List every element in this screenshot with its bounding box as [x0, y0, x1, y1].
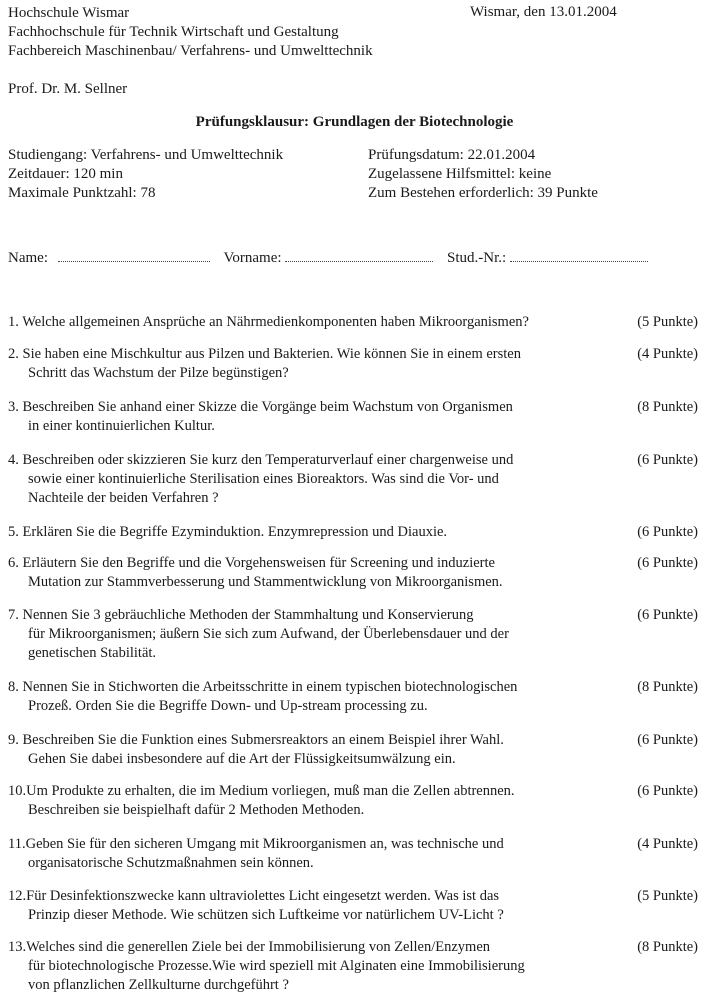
question-points: (5 Punkte) — [637, 888, 698, 904]
question-first-line — [8, 835, 700, 854]
place-date: Wismar, den 13.01.2004 — [470, 4, 617, 20]
question-first-line — [8, 554, 700, 573]
question-first-line — [8, 398, 700, 417]
department-name: Fachbereich Maschinenbau/ Verfahrens- und Umwelttechnik — [8, 43, 373, 59]
student-fields — [8, 249, 648, 267]
question-text: in einer kontinuierlichen Kultur. — [28, 418, 215, 434]
question-first-line — [8, 782, 700, 801]
question-text: Gehen Sie dabei insbesondere auf die Art der Flüssigkeitsumwälzung ein. — [28, 751, 456, 767]
question-first-line — [8, 313, 700, 332]
question-item — [8, 554, 700, 592]
question-item — [8, 313, 700, 332]
question-text: Welche allgemeinen Ansprüche an Nährmedienkomponenten haben Mikroorganismen? — [22, 314, 529, 330]
question-text: Erläutern Sie den Begriffe und die Vorgehensweisen für Screening und induzierte — [22, 555, 495, 571]
question-text: Beschreiben oder skizzieren Sie kurz den Temperaturverlauf einer chargenweise und — [22, 452, 514, 468]
question-item — [8, 887, 700, 925]
exam-info-line: Zugelassene Hilfsmittel: keine — [368, 166, 552, 182]
question-first-line — [8, 731, 700, 750]
question-number: 7. — [8, 607, 23, 623]
question-number: 8. — [8, 679, 23, 695]
question-points: (4 Punkte) — [637, 346, 698, 362]
question-points: (6 Punkte) — [637, 555, 698, 571]
question-points: (6 Punkte) — [637, 607, 698, 623]
name-field[interactable] — [58, 249, 210, 262]
question-text: organisatorische Schutzmaßnahmen sein können. — [28, 855, 314, 871]
question-text: Um Produkte zu erhalten, die im Medium vorliegen, muß man die Zellen abtrennen. — [26, 783, 515, 799]
question-text: Mutation zur Stammverbesserung und Stammentwicklung von Mikroorganismen. — [28, 574, 503, 590]
question-number: 13. — [8, 939, 27, 955]
question-number: 11. — [8, 836, 26, 852]
vorname-field[interactable] — [285, 249, 433, 262]
question-item — [8, 835, 700, 873]
question-first-line — [8, 678, 700, 697]
question-text: genetischen Stabilität. — [28, 645, 157, 661]
question-text: Erklären Sie die Begriffe Ezyminduktion. Enzymrepression und Diauxie. — [22, 524, 448, 540]
question-points: (6 Punkte) — [637, 732, 698, 748]
question-item — [8, 451, 700, 508]
exam-info-right — [368, 146, 598, 203]
question-number: 4. — [8, 452, 23, 468]
question-number: 6. — [8, 555, 23, 571]
question-item — [8, 678, 700, 716]
question-points: (6 Punkte) — [637, 524, 698, 540]
question-text: Beschreiben sie beispielhaft dafür 2 Methoden Methoden. — [28, 802, 365, 818]
question-text: Beschreiben Sie die Funktion eines Submersreaktors an einem Beispiel ihrer Wahl. — [22, 732, 504, 748]
question-text: von pflanzlichen Zellkulturne durchgeführt ? — [28, 977, 289, 993]
question-text: Nennen Sie 3 gebräuchliche Methoden der Stammhaltung und Konservierung — [22, 607, 474, 623]
vorname-label: Vorname: — [223, 250, 282, 266]
question-points: (4 Punkte) — [637, 836, 698, 852]
question-text: Prozeß. Orden Sie die Begriffe Down- und Up-stream processing zu. — [28, 698, 428, 714]
question-text: Geben Sie für den sicheren Umgang mit Mikroorganismen an, was technische und — [25, 836, 504, 852]
exam-info-line: Zeitdauer: 120 min — [8, 166, 123, 182]
question-points: (5 Punkte) — [637, 314, 698, 330]
question-number: 3. — [8, 399, 23, 415]
exam-info-line: Maximale Punktzahl: 78 — [8, 185, 156, 201]
question-item — [8, 523, 700, 542]
exam-title: Prüfungsklausur: Grundlagen der Biotechnologie — [195, 114, 514, 130]
question-number: 1. — [8, 314, 23, 330]
faculty-name: Fachhochschule für Technik Wirtschaft und Gestaltung — [8, 24, 339, 40]
question-points: (8 Punkte) — [637, 679, 698, 695]
question-item — [8, 938, 700, 995]
question-number: 12. — [8, 888, 27, 904]
question-points: (6 Punkte) — [637, 452, 698, 468]
question-number: 5. — [8, 524, 23, 540]
question-item — [8, 731, 700, 769]
question-text: für Mikroorganismen; äußern Sie sich zum Aufwand, der Überlebensdauer und der — [28, 626, 509, 642]
question-text: Nachteile der beiden Verfahren ? — [28, 490, 219, 506]
name-label: Name: — [8, 250, 48, 266]
question-item — [8, 606, 700, 663]
question-text: Schritt das Wachstum der Pilze begünstigen? — [28, 365, 289, 381]
question-points: (8 Punkte) — [637, 939, 698, 955]
question-text: Welches sind die generellen Ziele bei der Immobilisierung von Zellen/Enzymen — [26, 939, 491, 955]
question-text: Für Desinfektionszwecke kann ultraviolettes Licht eingesetzt werden. Was ist das — [26, 888, 500, 904]
question-first-line — [8, 606, 700, 625]
studnr-label: Stud.-Nr.: — [447, 250, 507, 266]
question-first-line — [8, 345, 700, 364]
question-first-line — [8, 523, 700, 542]
question-text: Nennen Sie in Stichworten die Arbeitsschritte in einem typischen biotechnologischen — [22, 679, 518, 695]
question-text: für biotechnologische Prozesse.Wie wird speziell mit Alginaten eine Immobilisierung — [28, 958, 525, 974]
exam-info-line: Studiengang: Verfahrens- und Umwelttechnik — [8, 147, 284, 163]
question-text: Sie haben eine Mischkultur aus Pilzen und Bakterien. Wie können Sie in einem ersten — [22, 346, 521, 362]
question-item — [8, 398, 700, 436]
question-number: 2. — [8, 346, 23, 362]
exam-info-line: Zum Bestehen erforderlich: 39 Punkte — [368, 185, 598, 201]
institution-header — [8, 4, 373, 61]
school-name: Hochschule Wismar — [8, 5, 130, 21]
question-first-line — [8, 887, 700, 906]
question-text: Prinzip dieser Methode. Wie schützen sich Luftkeime vor natürlichem UV-Licht ? — [28, 907, 504, 923]
question-number: 9. — [8, 732, 23, 748]
exam-info-line: Prüfungsdatum: 22.01.2004 — [368, 147, 536, 163]
question-text: Beschreiben Sie anhand einer Skizze die Vorgänge beim Wachstum von Organismen — [22, 399, 513, 415]
question-first-line — [8, 938, 700, 957]
question-text: sowie einer kontinuierliche Sterilisation eines Bioreaktors. Was sind die Vor- und — [28, 471, 499, 487]
question-number: 10. — [8, 783, 27, 799]
studnr-field[interactable] — [510, 249, 648, 262]
question-item — [8, 345, 700, 383]
professor: Prof. Dr. M. Sellner — [8, 81, 128, 97]
question-first-line — [8, 451, 700, 470]
question-points: (8 Punkte) — [637, 399, 698, 415]
question-item — [8, 782, 700, 820]
question-points: (6 Punkte) — [637, 783, 698, 799]
exam-info-left — [8, 146, 283, 203]
